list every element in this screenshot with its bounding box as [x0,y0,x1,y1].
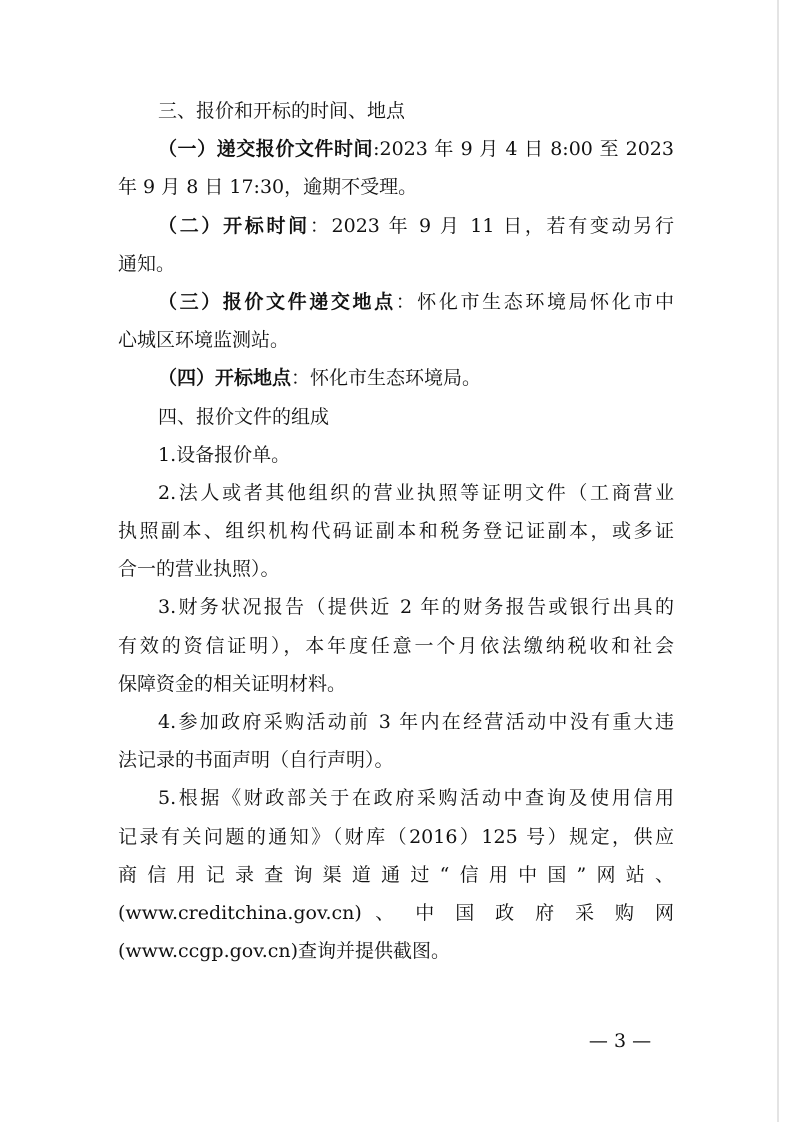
section-4-item-2-line-3: 合一的营业执照）。 [118,558,280,581]
item-label: （二）开标时间 [158,214,310,237]
item-text: :2023 年 9 月 4 日 8:00 至 2023 [373,138,674,161]
section-3-item-3-line-2: 心城区环境监测站。 [118,329,290,352]
section-3-item-3-line-1 [118,283,674,321]
section-3-heading: 三、报价和开标的时间、地点 [158,100,406,122]
document-body [118,92,674,970]
section-3-item-2-line-1 [118,207,674,245]
section-4-item-5-line-5: (www.ccgp.gov.cn)查询并提供截图。 [118,940,451,963]
section-4-item-3-line-1: 3.财务状况报告（提供近 2 年的财务报告或银行出具的 [158,596,674,619]
scan-edge [777,0,779,1122]
section-4-item-3-line-3: 保障资金的相关证明材料。 [118,672,347,695]
section-3-item-1-line-2: 年 9 月 8 日 17:30，逾期不受理。 [118,176,418,199]
item-label: （四）开标地点 [158,367,292,390]
section-4-item-2-line-2: 执照副本、组织机构代码证副本和税务登记证副本，或多证 [118,520,674,543]
page-number: — 3 — [588,1030,652,1052]
section-4-item-4-line-2: 法记录的书面声明（自行声明）。 [118,749,394,772]
item-text: ：怀化市生态环境局。 [291,367,482,390]
section-4-item-5-line-3: 商信用记录查询渠道通过“信用中国”网站、 [118,863,674,886]
section-4-item-5-line-4: (www.creditchina.gov.cn) 、 中 国 政 府 采 购 网 [118,901,674,924]
section-4-heading: 四、报价文件的组成 [158,405,330,428]
item-label: （三）报价文件递交地点 [158,290,396,313]
section-4-item-2-line-1: 2.法人或者其他组织的营业执照等证明文件（工商营业 [158,481,674,504]
section-3-item-4-line-1 [118,359,674,397]
item-label: （一）递交报价文件时间 [158,138,374,161]
section-4-item-5-line-1: 5.根据《财政部关于在政府采购活动中查询及使用信用 [158,787,674,810]
item-text: ：怀化市生态环境局怀化市中 [395,290,674,313]
section-4-item-3-line-2: 有效的资信证明），本年度任意一个月依法缴纳税收和社会 [118,634,674,657]
section-3-item-1-line-1 [118,130,674,168]
section-4-item-1-line-1: 1.设备报价单。 [158,443,291,466]
item-text: ：2023 年 9 月 11 日，若有变动另行 [309,214,674,237]
section-4-item-4-line-1: 4.参加政府采购活动前 3 年内在经营活动中没有重大违 [158,711,674,733]
section-4-item-5-line-2: 记录有关问题的通知》（财库（2016）125 号）规定，供应 [118,825,674,848]
section-3-item-2-line-2: 通知。 [118,252,176,275]
